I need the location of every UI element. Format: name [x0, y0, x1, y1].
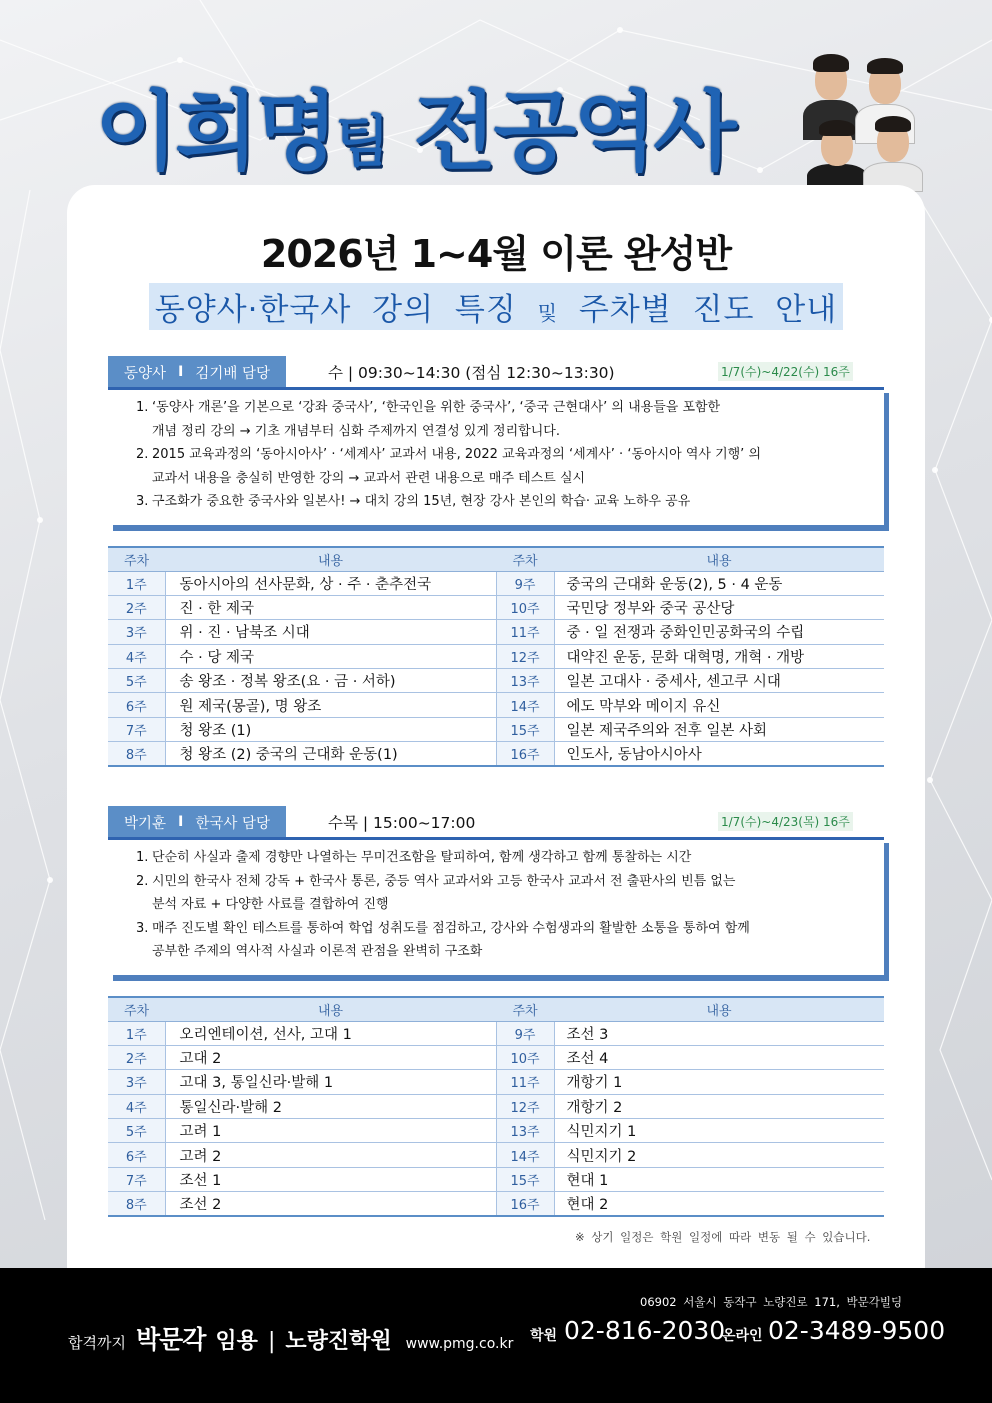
- week-cell: 11주: [496, 1070, 554, 1094]
- week-cell: 13주: [496, 1119, 554, 1143]
- brand-name-2: 노량진학원: [285, 1329, 392, 1354]
- week-cell: 16주: [496, 742, 554, 766]
- content-cell: 중 · 일 전쟁과 중화인민공화국의 수립: [554, 620, 884, 644]
- table-row: [108, 1192, 884, 1216]
- content-cell: 개항기 1: [554, 1070, 884, 1094]
- week-cell: 3주: [108, 1070, 165, 1094]
- table-body: [108, 1021, 884, 1216]
- note-item: 2. 시민의 한국사 전체 강독 + 한국사 통론, 중등 역사 교과서와 고등 한국사 교과서 전 출판사의 빈틈 없는: [136, 873, 736, 889]
- teacher-photos: [785, 30, 935, 190]
- content-cell: 고대 2: [165, 1045, 496, 1069]
- footer-address: 06902 서울시 동작구 노량진로 171, 박문각빌딩: [640, 1295, 903, 1309]
- content-cell: 인도사, 동남아시아사: [554, 742, 884, 766]
- table-row: [108, 571, 884, 595]
- table-row: [108, 1070, 884, 1094]
- schedule-table-east-asia: [108, 546, 884, 767]
- content-cell: 조선 4: [554, 1045, 884, 1069]
- week-cell: 3주: [108, 620, 165, 644]
- content-cell: 청 왕조 (2) 중국의 근대화 운동(1): [165, 742, 496, 766]
- table-row: [108, 717, 884, 741]
- schedule-table-korean-history: [108, 996, 884, 1217]
- week-cell: 11주: [496, 620, 554, 644]
- section-time: 수목 | 15:00~17:00: [328, 814, 476, 832]
- content-cell: 대약진 운동, 문화 대혁명, 개혁 · 개방: [554, 644, 884, 668]
- content-cell: 조선 3: [554, 1021, 884, 1045]
- content-cell: 에도 막부와 메이지 유신: [554, 693, 884, 717]
- academy-phone[interactable]: 02-816-2030: [564, 1316, 726, 1345]
- note-item: 1. ‘동양사 개론’을 기본으로 ‘강좌 중국사’, ‘한국인을 위한 중국사’, ‘중국 근현대사’ 의 내용들을 포함한: [136, 400, 721, 415]
- note-item: 1. 단순히 사실과 출제 경향만 나열하는 무미건조함을 탈피하여, 함께 생각하고 함께 통찰하는 시간: [136, 850, 692, 865]
- table-row: [108, 1045, 884, 1069]
- content-cell: 오리엔테이션, 선사, 고대 1: [165, 1021, 496, 1045]
- week-cell: 6주: [108, 1143, 165, 1167]
- content-cell: 수 · 당 제국: [165, 644, 496, 668]
- section-tag-korean-history: 박기훈 I 한국사 담당: [108, 806, 286, 838]
- section-tag-east-asia: 동양사 I 김기배 담당: [108, 356, 286, 388]
- table-row: [108, 669, 884, 693]
- week-cell: 8주: [108, 1192, 165, 1216]
- page-title: 2026년 1~4월 이론 완성반: [260, 232, 732, 276]
- section-period: 1/7(수)~4/22(수) 16주: [718, 362, 853, 381]
- content-cell: 청 왕조 (1): [165, 717, 496, 741]
- table-body: [108, 571, 884, 766]
- table-row: [108, 1119, 884, 1143]
- week-cell: 16주: [496, 1192, 554, 1216]
- online-phone-label: 온라인: [722, 1328, 763, 1344]
- week-cell: 2주: [108, 1045, 165, 1069]
- website-link[interactable]: www.pmg.co.kr: [405, 1336, 514, 1352]
- table-row: [108, 1143, 884, 1167]
- content-cell: 고려 1: [165, 1119, 496, 1143]
- table-header-row: [108, 997, 884, 1021]
- content-cell: 고대 3, 통일신라·발해 1: [165, 1070, 496, 1094]
- content-cell: 통일신라·발해 2: [165, 1094, 496, 1118]
- week-cell: 9주: [496, 571, 554, 595]
- col-header-content: 내용: [165, 547, 496, 571]
- week-cell: 12주: [496, 1094, 554, 1118]
- section-period: 1/7(수)~4/23(목) 16주: [718, 812, 853, 831]
- note-item-cont: 교과서 내용을 충실히 반영한 강의 → 교과서 관련 내용으로 매주 테스트 실시: [152, 470, 586, 486]
- online-phone[interactable]: 02-3489-9500: [768, 1316, 946, 1345]
- content-cell: 현대 1: [554, 1167, 884, 1191]
- table-row: [108, 693, 884, 717]
- week-cell: 5주: [108, 1119, 165, 1143]
- notes-box: [108, 387, 884, 525]
- content-cell: 고려 2: [165, 1143, 496, 1167]
- week-cell: 15주: [496, 717, 554, 741]
- week-cell: 12주: [496, 644, 554, 668]
- academy-phone-label: 학원: [530, 1328, 558, 1344]
- teacher-portrait: [863, 112, 923, 192]
- content-cell: 국민당 정부와 중국 공산당: [554, 595, 884, 619]
- col-header-week: 주차: [496, 997, 554, 1021]
- page-subtitle: 동양사·한국사 강의 특징 및 주차별 진도 안내: [149, 283, 843, 330]
- col-header-content: 내용: [165, 997, 496, 1021]
- table-row: [108, 742, 884, 766]
- table-row: [108, 620, 884, 644]
- footer-brand: [68, 1320, 513, 1356]
- content-cell: 위 · 진 · 남북조 시대: [165, 620, 496, 644]
- week-cell: 5주: [108, 669, 165, 693]
- week-cell: 1주: [108, 1021, 165, 1045]
- table-row: [108, 644, 884, 668]
- table-header-row: [108, 547, 884, 571]
- content-cell: 진 · 한 제국: [165, 595, 496, 619]
- note-item: 2. 2015 교육과정의 ‘동아시아사’ · ‘세계사’ 교과서 내용, 2022 교육과정의 ‘세계사’ · ‘동아시아 역사 기행’ 의: [136, 447, 762, 462]
- teacher-portrait: [807, 120, 867, 192]
- week-cell: 2주: [108, 595, 165, 619]
- footer: [0, 1268, 992, 1403]
- week-cell: 9주: [496, 1021, 554, 1045]
- week-cell: 7주: [108, 1167, 165, 1191]
- col-header-content: 내용: [554, 997, 884, 1021]
- col-header-week: 주차: [108, 547, 165, 571]
- note-item-cont: 분석 자료 + 다양한 사료를 결합하여 진행: [152, 897, 389, 912]
- schedule-change-note: ※ 상기 일정은 학원 일정에 따라 변동 될 수 있습니다.: [575, 1230, 871, 1244]
- content-cell: 동아시아의 선사문화, 상 · 주 · 춘추전국: [165, 571, 496, 595]
- week-cell: 4주: [108, 1094, 165, 1118]
- col-header-week: 주차: [496, 547, 554, 571]
- table-row: [108, 595, 884, 619]
- content-cell: 현대 2: [554, 1192, 884, 1216]
- brand-name-1: 임용: [215, 1329, 258, 1354]
- week-cell: 1주: [108, 571, 165, 595]
- week-cell: 14주: [496, 693, 554, 717]
- table-row: [108, 1094, 884, 1118]
- content-cell: 송 왕조 · 정복 왕조(요 · 금 · 서하): [165, 669, 496, 693]
- week-cell: 10주: [496, 1045, 554, 1069]
- content-cell: 식민지기 1: [554, 1119, 884, 1143]
- content-cell: 개항기 2: [554, 1094, 884, 1118]
- banner-title: 이희명팀 전공역사: [95, 82, 734, 182]
- note-item: 3. 구조화가 중요한 중국사와 일본사! → 대치 강의 15년, 현장 강사 본인의 학습· 교육 노하우 공유: [136, 494, 691, 509]
- note-item: 3. 매주 진도별 확인 테스트를 통하여 학업 성취도를 점검하고, 강사와 수험생과의 활발한 소통을 통하여 함께: [136, 920, 750, 936]
- week-cell: 10주: [496, 595, 554, 619]
- week-cell: 8주: [108, 742, 165, 766]
- week-cell: 15주: [496, 1167, 554, 1191]
- week-cell: 4주: [108, 644, 165, 668]
- content-cell: 조선 2: [165, 1192, 496, 1216]
- content-cell: 일본 제국주의와 전후 일본 사회: [554, 717, 884, 741]
- content-cell: 일본 고대사 · 중세사, 센고쿠 시대: [554, 669, 884, 693]
- section-time: 수 | 09:30~14:30 (점심 12:30~13:30): [328, 364, 615, 382]
- table-row: [108, 1167, 884, 1191]
- note-item-cont: 공부한 주제의 역사적 사실과 이론적 관점을 완벽히 구조화: [152, 944, 483, 959]
- subtitle-wrap: [0, 283, 992, 330]
- table-row: [108, 1021, 884, 1045]
- brand-separator: |: [267, 1329, 276, 1354]
- content-cell: 원 제국(몽골), 명 왕조: [165, 693, 496, 717]
- col-header-week: 주차: [108, 997, 165, 1021]
- note-item-cont: 개념 정리 강의 → 기초 개념부터 심화 주제까지 연결성 있게 정리합니다.: [152, 423, 560, 439]
- content-cell: 조선 1: [165, 1167, 496, 1191]
- col-header-content: 내용: [554, 547, 884, 571]
- week-cell: 7주: [108, 717, 165, 741]
- week-cell: 6주: [108, 693, 165, 717]
- content-cell: 식민지기 2: [554, 1143, 884, 1167]
- content-cell: 중국의 근대화 운동(2), 5 · 4 운동: [554, 571, 884, 595]
- brand-logo: 박문각: [135, 1325, 206, 1354]
- week-cell: 14주: [496, 1143, 554, 1167]
- notes-box: [108, 837, 884, 975]
- week-cell: 13주: [496, 669, 554, 693]
- brand-prefix: 합격까지: [68, 1334, 126, 1352]
